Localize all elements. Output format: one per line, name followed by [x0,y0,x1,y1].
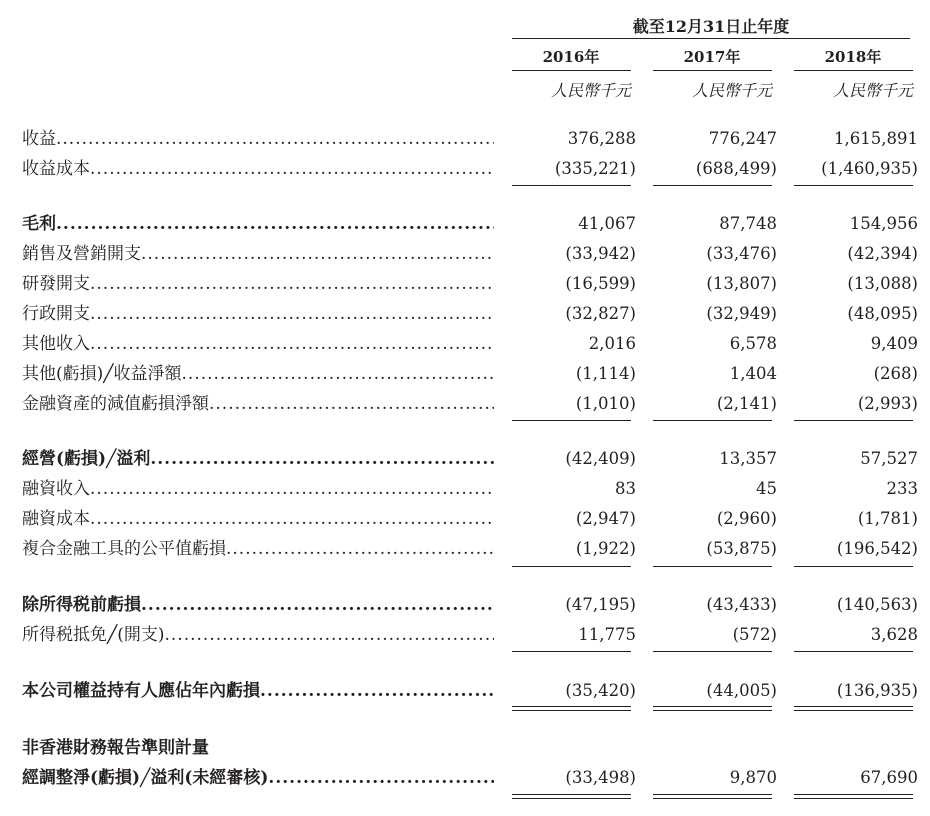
value-2016: (32,827) [565,304,636,323]
row-label: 所得税抵免╱(開支) ..... [22,623,494,647]
value-2018: (268) [873,364,918,383]
value-2017: 87,748 [719,214,777,233]
value-2017: 13,357 [719,449,777,468]
value-2017: (572) [732,625,777,644]
value-2017: (32,949) [706,304,777,323]
year-2016: 2016年 [542,48,600,66]
total-double-rule [512,794,631,799]
row-label: 融資成本 ..... [22,507,494,531]
value-2018: 9,409 [870,334,918,353]
period-underline [512,38,910,39]
year-2018: 2018年 [824,48,882,66]
table-row [0,127,930,151]
value-2018: (2,993) [857,394,918,413]
value-2017: (43,433) [706,595,777,614]
value-2018: 67,690 [860,768,918,787]
value-2018: (1,781) [857,509,918,528]
value-2016: (33,942) [565,244,636,263]
row-label: 銷售及營銷開支 ..... [22,242,494,266]
total-double-rule [794,706,913,711]
total-double-rule [653,794,772,799]
value-2018: (1,460,935) [821,159,918,178]
section-heading [0,736,930,760]
value-2016: (35,420) [565,681,636,700]
unit-label: 人民幣千元 [550,81,631,100]
value-2016: 376,288 [567,129,636,148]
row-label: 收益 ..... [22,127,494,151]
value-2017: 1,404 [729,364,777,383]
row-label: 複合金融工具的公平值虧損 ..... [22,537,494,561]
year-underline [512,70,631,71]
value-2018: 1,615,891 [834,129,918,148]
value-2017: 9,870 [729,768,777,787]
subtotal-rule [653,651,772,652]
unit-label: 人民幣千元 [691,81,772,100]
table-row [0,623,930,647]
value-2016: (47,195) [565,595,636,614]
value-2017: (13,807) [706,274,777,293]
row-label: 毛利 ..... [22,212,494,236]
value-2017: (33,476) [706,244,777,263]
value-2018: (196,542) [836,539,918,558]
value-2018: (48,095) [847,304,918,323]
period-heading: 截至12月31日止年度 [632,17,790,36]
value-2017: (688,499) [695,159,777,178]
subtotal-rule [794,651,913,652]
row-label: 其他收入 ..... [22,332,494,356]
value-2016: 83 [615,479,636,498]
subtotal-rule [794,420,913,421]
row-label: 金融資產的減值虧損淨額 ..... [22,392,494,416]
table-row [0,157,930,181]
year-2017: 2017年 [683,48,741,66]
value-2017: (2,960) [716,509,777,528]
subtotal-rule [512,651,631,652]
table-row [0,332,930,356]
value-2016: (2,947) [575,509,636,528]
value-2016: (16,599) [565,274,636,293]
value-2018: (13,088) [847,274,918,293]
value-2016: 11,775 [578,625,636,644]
total-double-rule [794,794,913,799]
value-2017: (2,141) [716,394,777,413]
table-row [0,507,930,531]
row-label: 經營(虧損)╱溢利 ..... [22,447,494,471]
row-label: 經調整淨(虧損)╱溢利(未經審核) ..... [22,766,494,790]
subtotal-rule [512,420,631,421]
subtotal-rule [512,566,631,567]
row-label: 除所得税前虧損 ..... [22,593,494,617]
table-row [0,537,930,561]
table-row [0,212,930,236]
value-2017: 6,578 [729,334,777,353]
table-row [0,593,930,617]
value-2016: 41,067 [578,214,636,233]
year-underline [794,70,913,71]
total-double-rule [512,706,631,711]
value-2017: (53,875) [706,539,777,558]
table-row [0,392,930,416]
subtotal-rule [794,566,913,567]
value-2017: (44,005) [706,681,777,700]
row-label: 研發開支 ..... [22,272,494,296]
subtotal-rule [512,185,631,186]
row-label: 其他(虧損)╱收益淨額 ..... [22,362,494,386]
value-2016: (335,221) [554,159,636,178]
table-row [0,272,930,296]
value-2018: 57,527 [860,449,918,468]
total-double-rule [653,706,772,711]
table-row [0,362,930,386]
value-2018: 154,956 [849,214,918,233]
table-row [0,679,930,703]
table-row [0,477,930,501]
row-label: 融資收入 ..... [22,477,494,501]
subtotal-rule [653,185,772,186]
unit-label: 人民幣千元 [832,81,913,100]
year-underline [653,70,772,71]
value-2016: (42,409) [565,449,636,468]
value-2016: 2,016 [588,334,636,353]
subtotal-rule [653,420,772,421]
value-2018: 3,628 [870,625,918,644]
value-2018: (136,935) [836,681,918,700]
table-row [0,447,930,471]
table-row [0,242,930,266]
row-label: 非香港財務報告準則計量 [22,738,209,758]
row-label: 本公司權益持有人應佔年內虧損 ..... [22,679,494,703]
subtotal-rule [653,566,772,567]
value-2018: (42,394) [847,244,918,263]
value-2016: (1,010) [575,394,636,413]
table-row [0,766,930,790]
value-2017: 776,247 [708,129,777,148]
table-row [0,302,930,326]
value-2018: (140,563) [836,595,918,614]
value-2016: (1,114) [575,364,636,383]
row-label: 收益成本 ..... [22,157,494,181]
value-2017: 45 [756,479,777,498]
value-2016: (33,498) [565,768,636,787]
value-2016: (1,922) [575,539,636,558]
row-label: 行政開支 ..... [22,302,494,326]
subtotal-rule [794,185,913,186]
value-2018: 233 [886,479,918,498]
